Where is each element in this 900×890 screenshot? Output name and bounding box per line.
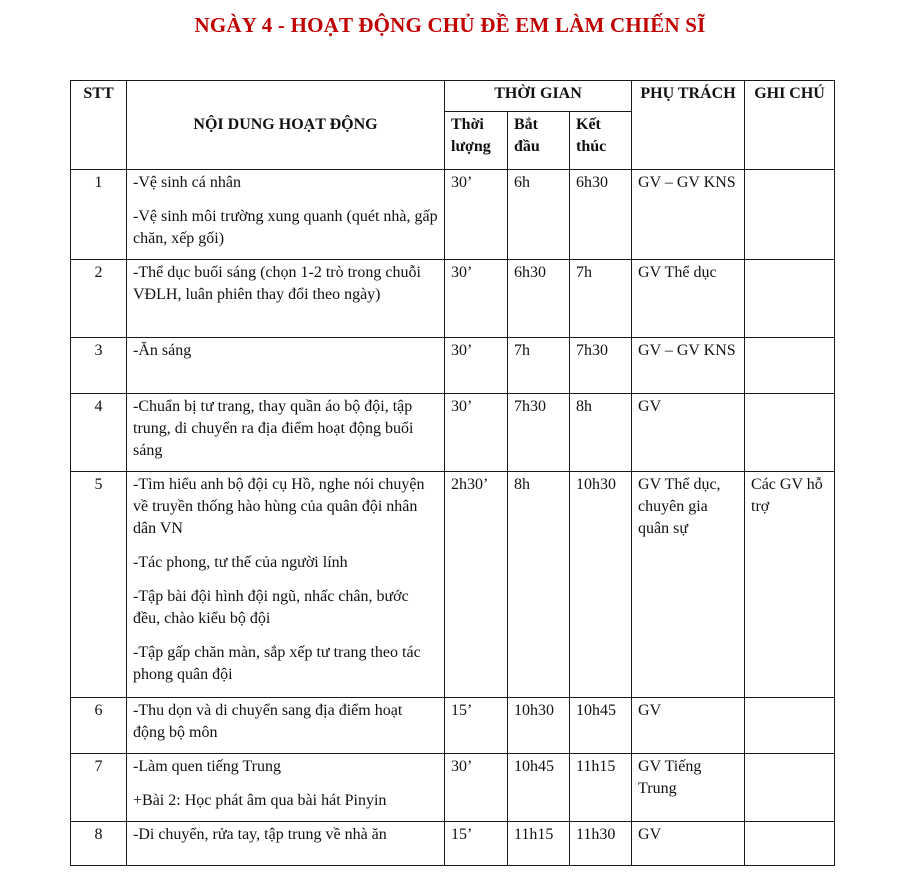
- cell-responsible: GV Thể dục: [632, 260, 745, 338]
- activity-line: -Tìm hiểu anh bộ đội cụ Hồ, nghe nói chuyện về truyền thống hào hùng của quân đội nhân dân VN: [133, 476, 425, 537]
- activity-line: -Di chuyển, rửa tay, tập trung về nhà ăn: [133, 826, 387, 843]
- cell-start: 7h30: [508, 394, 570, 472]
- cell-activity: [127, 822, 445, 866]
- table-row: [71, 260, 835, 338]
- cell-start: 10h45: [508, 754, 570, 822]
- cell-end: 6h30: [570, 170, 632, 260]
- cell-responsible: GV Tiếng Trung: [632, 754, 745, 822]
- cell-end: 7h: [570, 260, 632, 338]
- cell-duration: 30’: [445, 394, 508, 472]
- cell-note: [745, 822, 835, 866]
- activity-line: -Tác phong, tư thế của người lính: [133, 554, 348, 571]
- page-title: NGÀY 4 - HOẠT ĐỘNG CHỦ ĐỀ EM LÀM CHIẾN SĨ: [194, 13, 706, 37]
- cell-start: 7h: [508, 338, 570, 394]
- header-start: Bắt đầu: [508, 112, 570, 170]
- table-row: [71, 754, 835, 822]
- header-responsible: PHỤ TRÁCH: [632, 81, 745, 170]
- cell-duration: 2h30’: [445, 472, 508, 698]
- cell-stt: 7: [71, 754, 127, 822]
- cell-duration: 15’: [445, 698, 508, 754]
- cell-stt: 3: [71, 338, 127, 394]
- cell-note: [745, 260, 835, 338]
- activity-line: -Tập gấp chăn màn, sắp xếp tư trang theo tác phong quân đội: [133, 644, 421, 683]
- cell-activity: [127, 394, 445, 472]
- cell-start: 11h15: [508, 822, 570, 866]
- cell-end: 10h30: [570, 472, 632, 698]
- cell-duration: 30’: [445, 338, 508, 394]
- cell-responsible: GV – GV KNS: [632, 170, 745, 260]
- cell-stt: 6: [71, 698, 127, 754]
- cell-activity: [127, 260, 445, 338]
- header-stt: STT: [71, 81, 127, 170]
- cell-end: 8h: [570, 394, 632, 472]
- cell-note: [745, 170, 835, 260]
- cell-note: [745, 754, 835, 822]
- activity-line: -Làm quen tiếng Trung: [133, 758, 281, 775]
- cell-stt: 8: [71, 822, 127, 866]
- cell-start: 6h: [508, 170, 570, 260]
- cell-note: [745, 338, 835, 394]
- cell-activity: [127, 338, 445, 394]
- cell-activity: [127, 698, 445, 754]
- activity-line: -Thu dọn và di chuyển sang địa điểm hoạt động bộ môn: [133, 702, 403, 741]
- cell-responsible: GV: [632, 698, 745, 754]
- cell-responsible: GV – GV KNS: [632, 338, 745, 394]
- cell-note: Các GV hỗ trợ: [745, 472, 835, 698]
- cell-note: [745, 394, 835, 472]
- header-note: GHI CHÚ: [745, 81, 835, 170]
- table-row: [71, 338, 835, 394]
- table-row: [71, 472, 835, 698]
- cell-activity: [127, 170, 445, 260]
- activity-line: -Vệ sinh cá nhân: [133, 174, 241, 191]
- header-end: Kết thúc: [570, 112, 632, 170]
- activity-line: -Ăn sáng: [133, 342, 192, 359]
- cell-end: 10h45: [570, 698, 632, 754]
- table-header: [71, 81, 835, 170]
- cell-start: 10h30: [508, 698, 570, 754]
- cell-stt: 4: [71, 394, 127, 472]
- cell-duration: 30’: [445, 260, 508, 338]
- activity-line: -Vệ sinh môi trường xung quanh (quét nhà, gấp chăn, xếp gối): [133, 208, 438, 247]
- cell-duration: 30’: [445, 170, 508, 260]
- cell-end: 11h15: [570, 754, 632, 822]
- cell-responsible: GV: [632, 394, 745, 472]
- cell-stt: 2: [71, 260, 127, 338]
- activity-line: -Tập bài đội hình đội ngũ, nhấc chân, bước đều, chào kiểu bộ đội: [133, 588, 409, 627]
- table-row: [71, 394, 835, 472]
- cell-stt: 5: [71, 472, 127, 698]
- schedule-table: [70, 80, 835, 866]
- table-body: [71, 170, 835, 866]
- cell-note: [745, 698, 835, 754]
- header-duration: Thời lượng: [445, 112, 508, 170]
- activity-line: +Bài 2: Học phát âm qua bài hát Pinyin: [133, 792, 387, 809]
- cell-responsible: GV Thể dục, chuyên gia quân sự: [632, 472, 745, 698]
- table-row: [71, 698, 835, 754]
- cell-activity: [127, 472, 445, 698]
- activity-line: -Chuẩn bị tư trang, thay quần áo bộ đội, tập trung, di chuyển ra địa điểm hoạt động buổi sáng: [133, 398, 414, 459]
- cell-duration: 30’: [445, 754, 508, 822]
- cell-start: 6h30: [508, 260, 570, 338]
- header-activity: NỘI DUNG HOẠT ĐỘNG: [127, 81, 445, 170]
- table-row: [71, 822, 835, 866]
- cell-responsible: GV: [632, 822, 745, 866]
- cell-duration: 15’: [445, 822, 508, 866]
- cell-stt: 1: [71, 170, 127, 260]
- cell-activity: [127, 754, 445, 822]
- table-row: [71, 170, 835, 260]
- cell-end: 7h30: [570, 338, 632, 394]
- header-time: THỜI GIAN: [445, 81, 632, 112]
- cell-start: 8h: [508, 472, 570, 698]
- cell-end: 11h30: [570, 822, 632, 866]
- activity-line: -Thể dục buổi sáng (chọn 1-2 trò trong chuỗi VĐLH, luân phiên thay đổi theo ngày): [133, 264, 421, 303]
